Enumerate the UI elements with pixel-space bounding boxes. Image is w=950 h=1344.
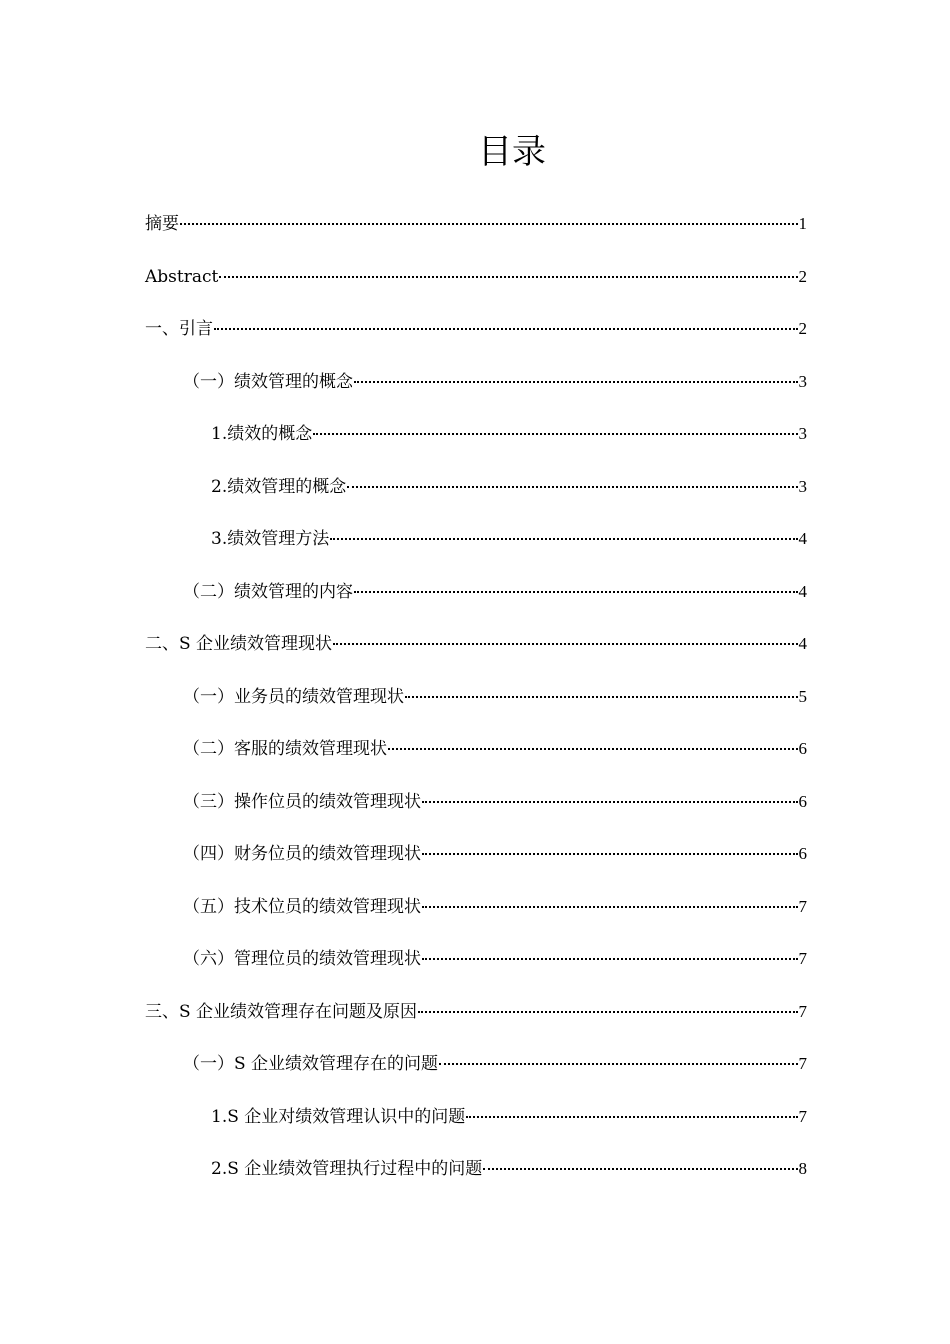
toc-entry-text: 二、S 企业绩效管理现状 (145, 634, 333, 654)
toc-entry[interactable] (145, 986, 807, 1039)
toc-page-number: 3 (798, 476, 807, 496)
toc-entry[interactable] (145, 1143, 807, 1196)
toc-dot-leader (422, 852, 798, 855)
toc-entry[interactable] (145, 461, 807, 514)
toc-dot-leader (422, 905, 798, 908)
toc-entry[interactable] (145, 671, 807, 724)
toc-dot-leader (214, 327, 798, 330)
toc-entry-text: 一、引言 (145, 319, 213, 339)
toc-page-number: 7 (798, 1054, 807, 1073)
toc-entry-text: 2.绩效管理的概念 (211, 476, 347, 497)
toc-entry[interactable] (145, 303, 807, 356)
toc-entry-text: （三）操作位员的绩效管理现状 (183, 791, 421, 812)
toc-page-number: 4 (798, 529, 807, 548)
toc-page-number: 3 (798, 371, 807, 391)
toc-page-number: 6 (798, 739, 807, 758)
toc-dot-leader (418, 1010, 797, 1013)
toc-dot-leader (180, 222, 798, 225)
toc-page-number: 5 (798, 686, 807, 706)
toc-entry[interactable] (145, 1038, 807, 1091)
toc-dot-leader (354, 590, 798, 593)
toc-page-number: 7 (798, 1106, 807, 1126)
toc-entry-text: （一）业务员的绩效管理现状 (183, 686, 404, 707)
toc-entry-text: 1.S 企业对绩效管理认识中的问题 (211, 1106, 466, 1127)
toc-entry[interactable] (145, 933, 807, 986)
toc-entry-text: （四）财务位员的绩效管理现状 (183, 844, 421, 864)
toc-entry-text: （二）绩效管理的内容 (183, 581, 353, 602)
toc-page-number: 7 (798, 949, 807, 968)
toc-dot-leader (347, 485, 797, 488)
toc-page-number: 7 (798, 1001, 807, 1021)
toc-entry[interactable] (145, 408, 807, 461)
toc-entry[interactable] (145, 828, 807, 881)
toc-dot-leader (422, 800, 798, 803)
toc-page-number: 6 (798, 844, 807, 863)
toc-entry-text: 摘要 (145, 214, 179, 234)
toc-page-number: 2 (798, 319, 807, 338)
toc-entry[interactable] (145, 1091, 807, 1144)
toc-entry-text: （五）技术位员的绩效管理现状 (183, 896, 421, 917)
toc-dot-leader (354, 380, 798, 383)
toc-dot-leader (219, 275, 797, 278)
toc-entry-text: 1.绩效的概念 (211, 424, 313, 444)
toc-entry[interactable] (145, 251, 807, 304)
toc-page-number: 8 (798, 1159, 807, 1178)
toc-entry-text: （一）绩效管理的概念 (183, 371, 353, 392)
toc-entry[interactable] (145, 566, 807, 619)
toc-page-number: 1 (798, 214, 807, 233)
toc-entry[interactable] (145, 881, 807, 934)
toc-page-number: 4 (798, 581, 807, 601)
toc-dot-leader (422, 957, 798, 960)
toc-entry[interactable] (145, 356, 807, 409)
toc-page-number: 3 (798, 424, 807, 443)
toc-entry[interactable] (145, 198, 807, 251)
toc-entry-text: Abstract (145, 266, 219, 287)
toc-entry[interactable] (145, 776, 807, 829)
toc-page-number: 4 (798, 634, 807, 653)
toc-entry[interactable] (145, 618, 807, 671)
toc-entry[interactable] (145, 513, 807, 566)
toc-page-number: 6 (798, 791, 807, 811)
toc-entry-text: 三、S 企业绩效管理存在问题及原因 (145, 1001, 418, 1022)
toc-entry-text: （六）管理位员的绩效管理现状 (183, 949, 421, 969)
toc-page-number: 7 (798, 896, 807, 916)
toc-entry-text: 3.绩效管理方法 (211, 529, 330, 549)
toc-page-number: 2 (798, 266, 807, 286)
toc-title: 目录 (478, 132, 546, 172)
toc-entry-text: 2.S 企业绩效管理执行过程中的问题 (211, 1159, 483, 1179)
toc-dot-leader (439, 1062, 797, 1065)
toc-dot-leader (333, 642, 797, 645)
toc-dot-leader (405, 695, 798, 698)
table-of-contents (145, 198, 807, 1196)
toc-entry-text: （一）S 企业绩效管理存在的问题 (183, 1054, 439, 1074)
toc-entry-text: （二）客服的绩效管理现状 (183, 739, 387, 759)
toc-dot-leader (330, 537, 797, 540)
toc-dot-leader (483, 1167, 797, 1170)
toc-entry[interactable] (145, 723, 807, 776)
toc-dot-leader (466, 1115, 797, 1118)
toc-dot-leader (313, 432, 797, 435)
toc-dot-leader (388, 747, 798, 750)
